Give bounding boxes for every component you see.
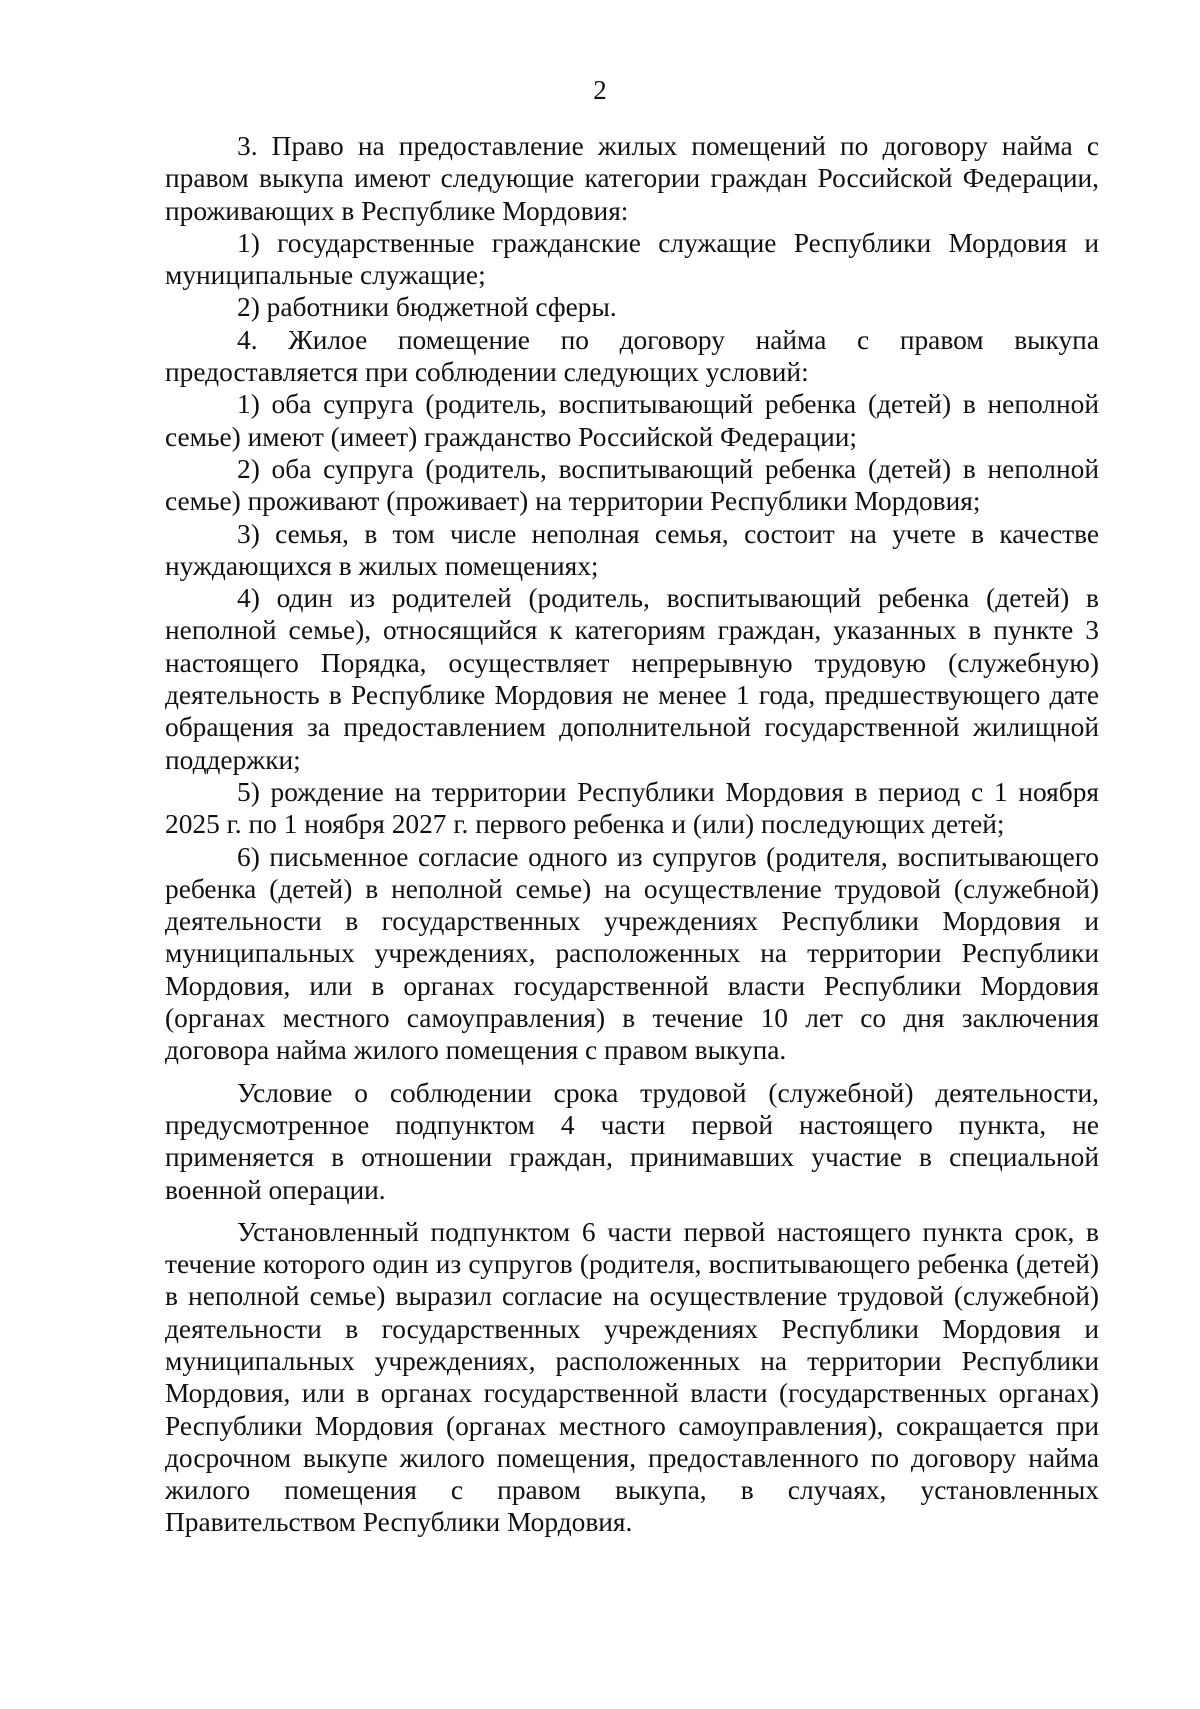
paragraph-subitem-3-2: 2) работники бюджетной сферы. (237, 292, 617, 323)
paragraph-subitem-4-3: 3) семья, в том числе неполная семья, состоит на учете в качестве нуждающихся в жилых помещениях; (165, 518, 1099, 581)
paragraph-subitem-4-4: 4) один из родителей (родитель, воспитывающий ребенка (детей) в неполной семье), относящийся к категориям граждан, указанных в пункте 3 настоящего Порядка, осуществляет непрерывную трудовую (служебную) деятельность в Республике Мордовия не менее 1 года, предшествующего дате обращения за предоставлением дополнительной государственной жилищной поддержки; (165, 583, 1099, 775)
paragraph-subitem-4-1: 1) оба супруга (родитель, воспитывающий ребенка (детей) в неполной семье) имеют (имеет) гражданство Российской Федерации; (165, 389, 1099, 452)
paragraph-item-3: 3. Право на предоставление жилых помещений по договору найма с правом выкупа имеют следующие категории граждан Российской Федерации, проживающих в Республике Мордовия: (165, 131, 1099, 226)
document-body (165, 130, 1099, 1539)
paragraph-subitem-3-1: 1) государственные гражданские служащие Республики Мордовия и муниципальные служащие; (165, 227, 1099, 291)
paragraph-item-4: 4. Жилое помещение по договору найма с правом выкупа предоставляется при соблюдении следующих условий: (165, 324, 1099, 388)
paragraph-term-reduction: Установленный подпунктом 6 части первой настоящего пункта срок, в течение которого один из супругов (родителя, воспитывающего ребенка (детей) в неполной семье) выразил согласие на осуществление трудовой (служебной) деятельности в государственных учреждениях Республики Мордовия и муниципальных учреждениях, расположенных на территории Республики Мордовия, или в органах государственной власти (государственных органах) Республики Мордовия (органах местного самоуправления), сокращается при досрочном выкупе жилого помещения, предоставленного по договору найма жилого помещения с правом выкупа, в случаях, установленных Правительством Республики Мордовия. (165, 1216, 1099, 1538)
paragraph-condition-exception: Условие о соблюдении срока трудовой (служебной) деятельности, предусмотренное подпунктом 4 части первой настоящего пункта, не применяется в отношении граждан, принимавших участие в специальной военной операции. (165, 1077, 1099, 1205)
paragraph-subitem-4-6: 6) письменное согласие одного из супругов (родителя, воспитывающего ребенка (детей) в неполной семье) на осуществление трудовой (служебной) деятельности в государственных учреждениях Республики Мордовия и муниципальных учреждениях, расположенных на территории Республики Мордовия, или в органах государственной власти Республики Мордовия (органах местного самоуправления) в течение 10 лет со дня заключения договора найма жилого помещения с правом выкупа. (165, 841, 1099, 1066)
paragraph-subitem-4-5: 5) рождение на территории Республики Мордовия в период с 1 ноября 2025 г. по 1 ноября 2027 г. первого ребенка и (или) последующих детей; (165, 776, 1099, 840)
paragraph-subitem-4-2: 2) оба супруга (родитель, воспитывающий ребенка (детей) в неполной семье) проживают (проживает) на территории Республики Мордовия; (165, 453, 1099, 517)
page-number: 2 (593, 75, 607, 105)
